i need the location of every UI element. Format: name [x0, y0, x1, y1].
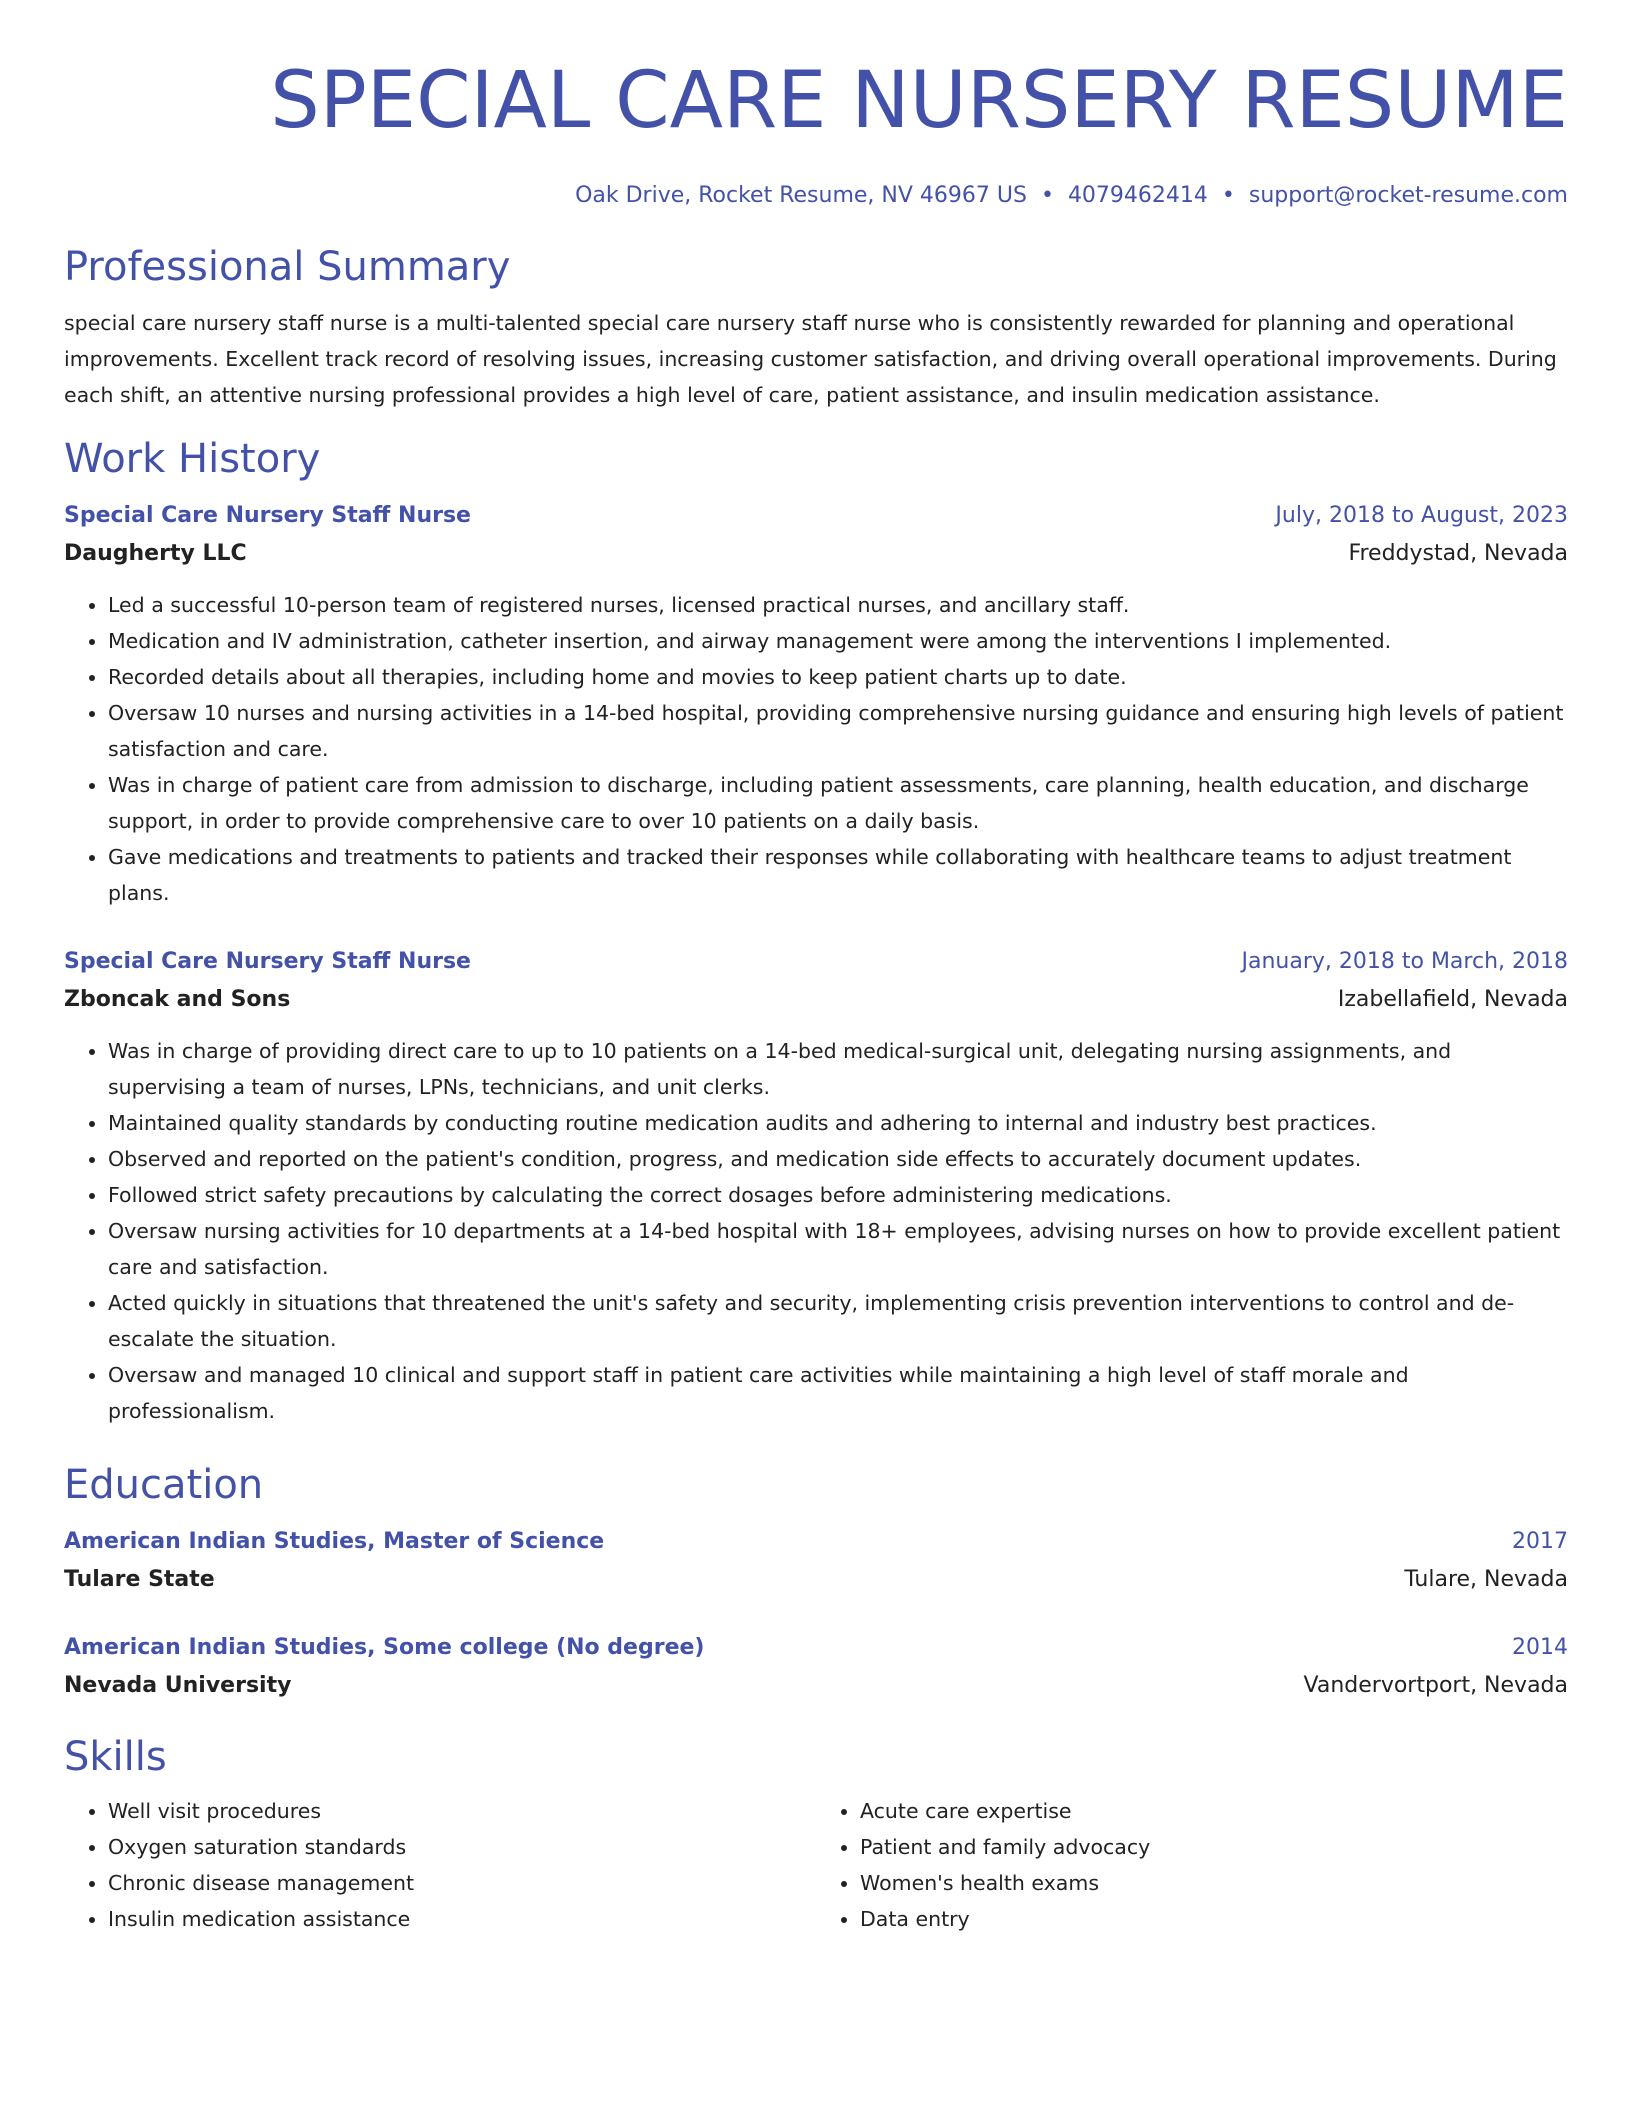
list-item: • Recorded details about all therapies, including home and movies to keep patient charts up to date.: [108, 659, 1568, 695]
skill-item: • Oxygen saturation standards: [108, 1829, 816, 1865]
education-location: Tulare, Nevada: [1404, 1567, 1568, 1592]
job-bullets: [64, 1033, 1568, 1429]
job-header: [64, 497, 1568, 535]
education-section: [64, 1459, 1568, 1705]
contact-address: Oak Drive, Rocket Resume, NV 46967 US: [575, 183, 1027, 208]
contact-separator: •: [1221, 183, 1235, 208]
education-degree: American Indian Studies, Some college (No degree): [64, 1635, 705, 1660]
job-company: Zboncak and Sons: [64, 987, 291, 1012]
job-company: Daugherty LLC: [64, 541, 247, 566]
section-heading: Skills: [64, 1734, 167, 1780]
list-item: • Oversaw 10 nurses and nursing activities in a 14-bed hospital, providing comprehensive nursing guidance and ensuring high levels of patient satisfaction and care.: [108, 695, 1568, 767]
skill-item: • Data entry: [860, 1901, 1568, 1937]
education-subheader: [64, 1667, 1568, 1705]
education-degree: American Indian Studies, Master of Science: [64, 1529, 605, 1554]
skill-item: • Patient and family advocacy: [860, 1829, 1568, 1865]
job-subheader: [64, 535, 1568, 573]
job-title: Special Care Nursery Staff Nurse: [64, 503, 471, 528]
list-item: • Oversaw nursing activities for 10 departments at a 14-bed hospital with 18+ employees, advising nurses on how to provide excellent patient care and satisfaction.: [108, 1213, 1568, 1285]
contact-email: support@rocket-resume.com: [1248, 183, 1568, 208]
contact-phone: 4079462414: [1067, 183, 1208, 208]
job-location: Izabellafield, Nevada: [1337, 987, 1568, 1012]
skill-item: • Women's health exams: [860, 1865, 1568, 1901]
contact-separator: •: [1040, 183, 1054, 208]
skill-item: • Insulin medication assistance: [108, 1901, 816, 1937]
work-history-section: [64, 433, 1568, 1429]
job-location: Freddystad, Nevada: [1348, 541, 1568, 566]
education-location: Vandervortport, Nevada: [1303, 1673, 1568, 1698]
job-bullets: [64, 587, 1568, 911]
section-heading: Professional Summary: [64, 244, 511, 290]
skills-section: [64, 1731, 1568, 1937]
education-school: Tulare State: [64, 1567, 215, 1592]
skill-item: • Acute care expertise: [860, 1793, 1568, 1829]
list-item: • Led a successful 10-person team of registered nurses, licensed practical nurses, and ancillary staff.: [108, 587, 1568, 623]
list-item: • Maintained quality standards by conducting routine medication audits and adhering to internal and industry best practices.: [108, 1105, 1568, 1141]
job-title: Special Care Nursery Staff Nurse: [64, 949, 471, 974]
education-header: [64, 1629, 1568, 1667]
skills-grid: [64, 1793, 1568, 1937]
skill-item: • Chronic disease management: [108, 1865, 816, 1901]
contact-line: [64, 181, 1568, 211]
list-item: • Oversaw and managed 10 clinical and support staff in patient care activities while maintaining a high level of staff morale and professionalism.: [108, 1357, 1568, 1429]
section-heading: Work History: [64, 436, 321, 482]
resume-title: SPECIAL CARE NURSERY RESUME: [270, 56, 1568, 146]
skills-column-right: [816, 1793, 1568, 1937]
job-dates: July, 2018 to August, 2023: [1275, 503, 1568, 528]
job-dates: January, 2018 to March, 2018: [1241, 949, 1568, 974]
summary-text: special care nursery staff nurse is a multi-talented special care nursery staff nurse who is consistently rewarded for planning and operational improvements. Excellent track record of resolving issues, increasing customer satisfaction, and driving overall operational improvements. During each shift, an attentive nursing professional provides a high level of care, patient assistance, and insulin medication assistance.: [64, 311, 1557, 407]
skill-item: • Well visit procedures: [108, 1793, 816, 1829]
list-item: • Observed and reported on the patient's condition, progress, and medication side effects to accurately document updates.: [108, 1141, 1568, 1177]
list-item: • Was in charge of providing direct care to up to 10 patients on a 14-bed medical-surgical unit, delegating nursing assignments, and supervising a team of nurses, LPNs, technicians, and unit clerks.: [108, 1033, 1568, 1105]
list-item: • Was in charge of patient care from admission to discharge, including patient assessments, care planning, health education, and discharge support, in order to provide comprehensive care to over 10 patients on a daily basis.: [108, 767, 1568, 839]
job-entry: [64, 497, 1568, 911]
education-entry: [64, 1629, 1568, 1705]
education-header: [64, 1523, 1568, 1561]
list-item: • Gave medications and treatments to patients and tracked their responses while collaborating with healthcare teams to adjust treatment plans.: [108, 839, 1568, 911]
section-heading: Education: [64, 1462, 264, 1508]
education-entry: [64, 1523, 1568, 1599]
list-item: • Medication and IV administration, catheter insertion, and airway management were among the interventions I implemented.: [108, 623, 1568, 659]
education-year: 2017: [1512, 1529, 1568, 1554]
education-school: Nevada University: [64, 1673, 292, 1698]
job-subheader: [64, 981, 1568, 1019]
professional-summary-section: [64, 241, 1568, 413]
skills-column-left: [64, 1793, 816, 1937]
job-entry: [64, 943, 1568, 1429]
education-subheader: [64, 1561, 1568, 1599]
list-item: • Acted quickly in situations that threatened the unit's safety and security, implementing crisis prevention interventions to control and de-escalate the situation.: [108, 1285, 1568, 1357]
list-item: • Followed strict safety precautions by calculating the correct dosages before administering medications.: [108, 1177, 1568, 1213]
education-year: 2014: [1512, 1635, 1568, 1660]
job-header: [64, 943, 1568, 981]
